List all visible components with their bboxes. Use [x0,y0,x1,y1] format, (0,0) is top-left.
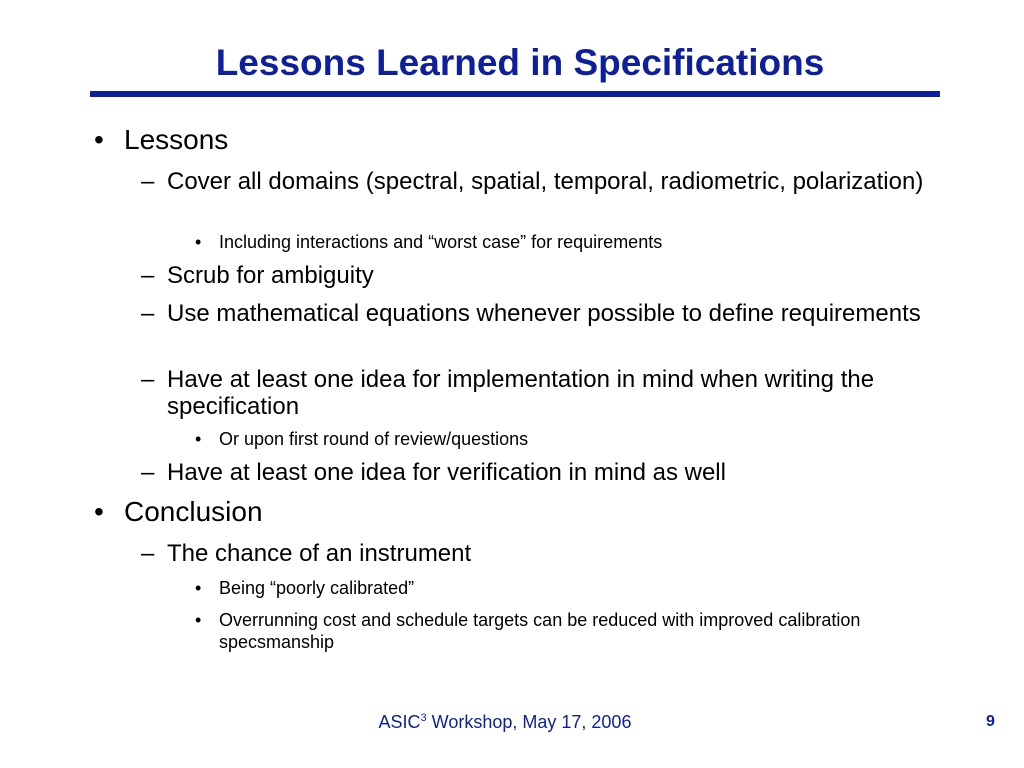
sub-sub-bullet-overrunning [195,609,919,653]
page-number: 9 [986,713,995,730]
dash-marker: – [141,168,155,195]
bullet-marker: • [195,429,202,449]
bullet-marker: • [94,124,104,155]
sub-bullet-implementation [141,366,967,420]
sub-bullet-text: Have at least one idea for implementation in mind when writing the specification [167,366,875,420]
sub-bullet-text: The chance of an instrument [167,540,472,567]
footer-suffix: Workshop, May 17, 2006 [426,712,632,732]
sub-sub-bullet-text: Being “poorly calibrated” [219,578,415,598]
dash-marker: – [141,300,155,327]
sub-sub-bullet-interactions [195,231,959,253]
bullet-marker: • [94,496,104,527]
sub-bullet-cover-domains [141,168,967,195]
sub-sub-bullet-text: Overrunning cost and schedule targets can be reduced with improved calibration specsmanship [219,610,861,652]
dash-marker: – [141,366,155,393]
sub-bullet-equations [141,300,967,327]
sub-bullet-verification [141,459,967,486]
sub-bullet-text: Use mathematical equations whenever possible to define requirements [167,300,921,327]
sub-sub-bullet-text: Or upon first round of review/questions [219,429,529,449]
sub-bullet-text: Cover all domains (spectral, spatial, temporal, radiometric, polarization) [167,168,924,195]
bullet-marker: • [195,578,202,598]
bullet-marker: • [195,610,202,630]
bullet-lessons [94,124,229,155]
footer-superscript: 3 [420,712,427,724]
sub-bullet-text: Have at least one idea for verification in mind as well [167,459,726,486]
bullet-lessons-label: Lessons [124,124,229,155]
sub-sub-bullet-text: Including interactions and “worst case” for requirements [219,232,663,252]
slide-footer [0,712,1010,733]
slide-title: Lessons Learned in Specifications [215,42,825,83]
sub-bullet-text: Scrub for ambiguity [167,262,374,289]
footer-prefix: ASIC [378,712,421,732]
sub-bullet-scrub [141,262,967,289]
dash-marker: – [141,262,155,289]
bullet-conclusion [94,496,263,527]
dash-marker: – [141,459,155,486]
dash-marker: – [141,540,155,567]
sub-bullet-chance [141,540,967,567]
bullet-marker: • [195,232,202,252]
bullet-conclusion-label: Conclusion [124,496,263,527]
sub-sub-bullet-poorly-calibrated [195,577,959,599]
sub-sub-bullet-review [195,428,959,450]
